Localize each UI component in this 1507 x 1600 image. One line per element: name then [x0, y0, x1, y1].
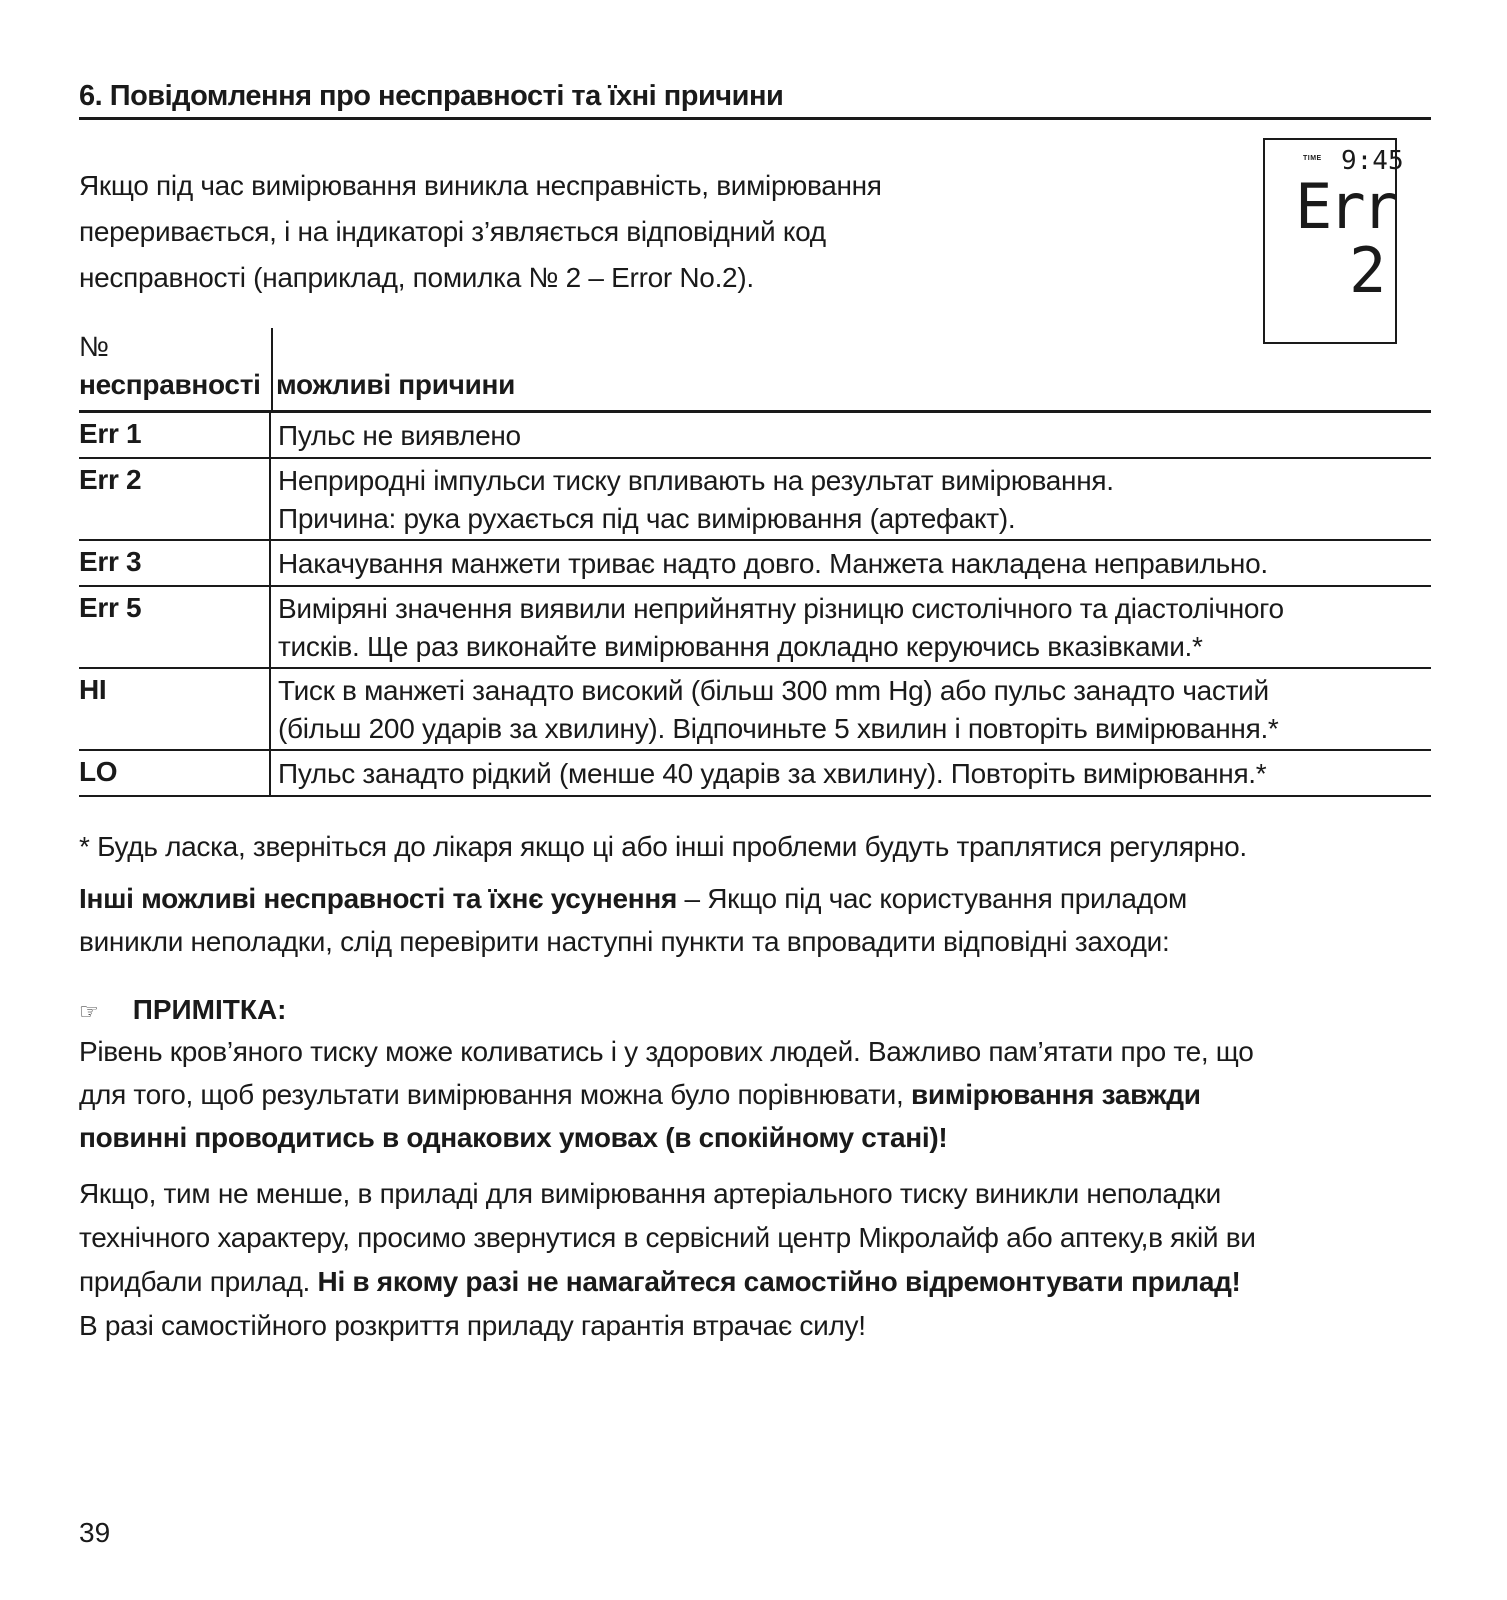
lcd-error-number: 2	[1349, 234, 1387, 307]
description-line: Накачування манжети триває надто довго. Манжета накладена неправильно.	[278, 548, 1268, 579]
other-line: виникли неполадки, слід перевірити наступні пункти та впровадити відповідні заходи:	[79, 926, 1170, 957]
description-line: Пульс занадто рідкий (менше 40 ударів за хвилину). Повторіть вимірювання.*	[278, 758, 1267, 789]
description-line: Виміряні значення виявили неприйнятну різницю систолічного та діастолічного	[278, 593, 1284, 624]
other-lead: Інші можливі несправності та їхнє усунення	[79, 883, 678, 914]
other-faults-paragraph	[79, 877, 1431, 963]
description-line: Причина: рука рухається під час вимірювання (артефакт).	[278, 503, 1016, 534]
note-line2-bold: вимірювання завжди	[910, 1079, 1201, 1110]
table-row	[79, 541, 1431, 587]
error-code: HI	[79, 669, 271, 749]
note-line	[79, 1116, 1431, 1159]
error-code: LO	[79, 751, 271, 795]
error-code: Err 3	[79, 541, 271, 585]
lcd-time-label: TIME	[1303, 155, 1322, 162]
table-row	[79, 587, 1431, 669]
header-col-code	[79, 328, 271, 404]
error-description	[271, 541, 1268, 585]
error-description	[271, 413, 521, 457]
service-line	[79, 1260, 1431, 1304]
table-row	[79, 751, 1431, 797]
note-heading-label: ПРИМІТКА:	[132, 994, 287, 1025]
table-header	[79, 328, 1431, 413]
table-row	[79, 669, 1431, 751]
note-body	[79, 1030, 1431, 1159]
error-code: Err 5	[79, 587, 271, 667]
error-description	[271, 587, 1284, 667]
page-number: 39	[79, 1517, 111, 1548]
error-description	[271, 669, 1279, 749]
service-line: Якщо, тим не менше, в приладі для вимірювання артеріального тиску виникли неполадки	[79, 1178, 1221, 1209]
intro-line: переривається, і на індикаторі з’являється відповідний код	[79, 216, 826, 247]
other-line	[79, 877, 1431, 920]
service-line: технічного характеру, просимо звернутися в сервісний центр Мікролайф або аптеку,в якій ви	[79, 1222, 1256, 1253]
note-line2-plain: для того, щоб результати вимірювання можна було порівнювати,	[79, 1079, 911, 1110]
service-line3-plain: придбали прилад.	[79, 1266, 318, 1297]
header-divider	[271, 328, 273, 410]
pointing-hand-icon: ☞	[79, 999, 99, 1024]
other-line1-rest: – Якщо під час користування приладом	[677, 883, 1187, 914]
header-col-causes: можливі причини	[276, 369, 516, 400]
error-code: Err 1	[79, 413, 271, 457]
note-line	[79, 1073, 1431, 1116]
error-table	[79, 328, 1431, 797]
section-title: 6. Повідомлення про несправності та їхні причини	[79, 78, 1431, 120]
service-paragraph	[79, 1172, 1431, 1348]
header-no-sign: №	[79, 331, 109, 362]
table-row	[79, 413, 1431, 459]
note-line: Рівень кров’яного тиску може коливатись і у здорових людей. Важливо пам’ятати про те, що	[79, 1036, 1254, 1067]
intro-paragraph	[79, 163, 1079, 301]
intro-line: несправності (наприклад, помилка № 2 – Error No.2).	[79, 262, 754, 293]
description-line: (більш 200 ударів за хвилину). Відпочиньте 5 хвилин і повторіть вимірювання.*	[278, 713, 1279, 744]
description-line: тисків. Ще раз виконайте вимірювання докладно керуючись вказівками.*	[278, 631, 1203, 662]
table-footnote: * Будь ласка, зверніться до лікаря якщо ці або інші проблеми будуть траплятися регулярно.	[79, 831, 1247, 862]
table-row	[79, 459, 1431, 541]
note-line3-bold: повинні проводитись в однакових умовах (в спокійному стані)!	[79, 1122, 948, 1153]
lcd-error-text: Err	[1295, 170, 1395, 243]
description-line: Неприродні імпульси тиску впливають на результат вимірювання.	[278, 465, 1114, 496]
service-warning: Ні в якому разі не намагайтеся самостійно відремонтувати прилад!	[317, 1266, 1241, 1297]
description-line: Пульс не виявлено	[278, 420, 521, 451]
description-line: Тиск в манжеті занадто високий (більш 300 mm Hg) або пульс занадто частий	[278, 675, 1269, 706]
note-heading	[79, 990, 287, 1032]
error-description	[271, 751, 1266, 795]
error-code: Err 2	[79, 459, 271, 539]
intro-line: Якщо під час вимірювання виникла несправність, вимірювання	[79, 170, 882, 201]
error-description	[271, 459, 1114, 539]
service-line: В разі самостійного розкриття приладу гарантія втрачає силу!	[79, 1310, 866, 1341]
lcd-time-value: 9:45	[1341, 146, 1404, 176]
header-col-code-label: несправності	[79, 369, 261, 400]
lcd-display-illustration	[1263, 138, 1404, 344]
